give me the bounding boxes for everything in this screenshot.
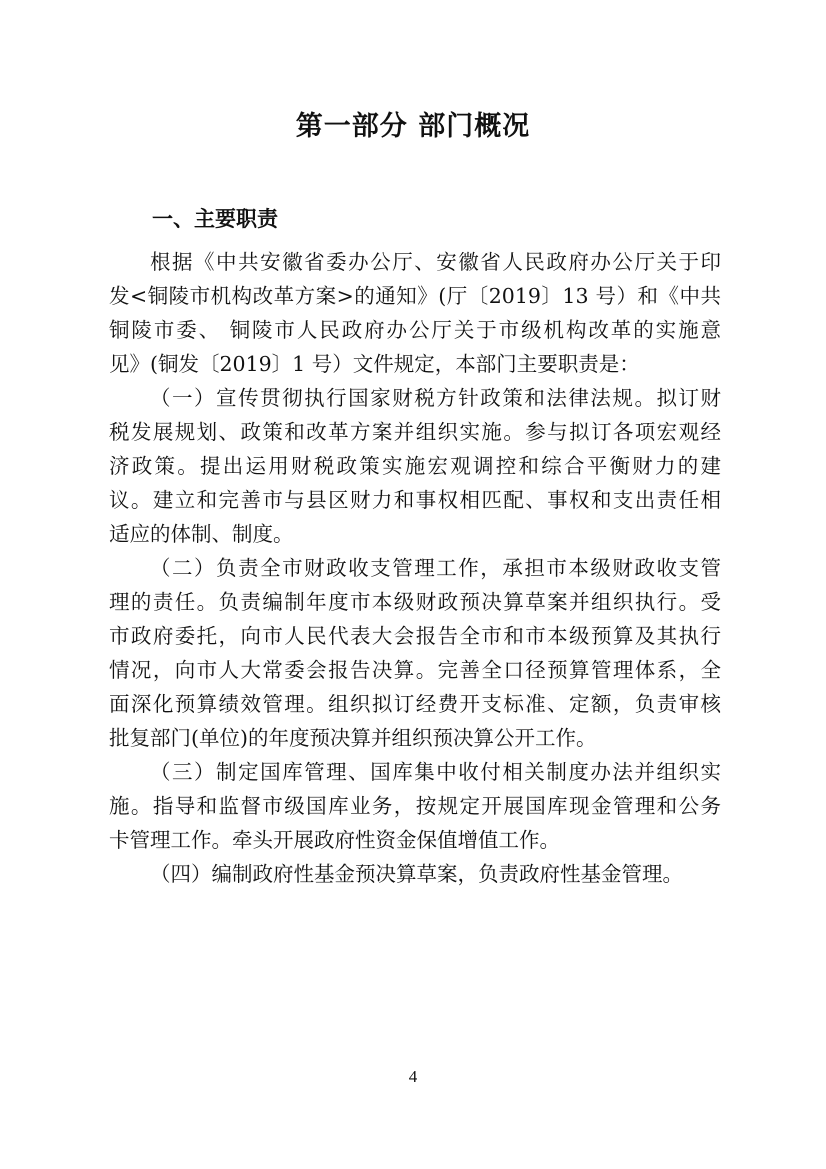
text-line: （二）负责全市财政收支管理工作，承担市本级财政收支管 (150, 556, 721, 580)
text-line: 面深化预算绩效管理。组织拟订经费开支标准、定额，负责审核 (109, 692, 721, 716)
paragraph (109, 551, 721, 755)
text-line: 施。指导和监督市级国库业务，按规定开展国库现金管理和公务 (109, 794, 721, 818)
text-line: 发<铜陵市机构改革方案>的通知》(厅〔2019〕13 号）和《中共 (109, 284, 721, 308)
paragraph (109, 857, 721, 891)
text-line: 情况，向市人大常委会报告决算。完善全口径预算管理体系，全 (109, 658, 721, 682)
text-line: 卡管理工作。牵头开展政府性资金保值增值工作。 (109, 828, 560, 852)
paragraph (109, 245, 721, 381)
text-line: 见》(铜发〔2019〕1 号）文件规定，本部门主要职责是： (109, 352, 640, 376)
text-line: 适应的体制、制度。 (109, 522, 294, 546)
text-line: 议。建立和完善市与县区财力和事权相匹配、事权和支出责任相 (109, 488, 721, 512)
paragraph (109, 755, 721, 857)
text-line: （一）宣传贯彻执行国家财税方针政策和法律法规。拟订财 (150, 386, 721, 410)
text-line: 批复部门(单位)的年度预决算并组织预决算公开工作。 (109, 726, 597, 750)
text-line: （四）编制政府性基金预决算草案，负责政府性基金管理。 (150, 862, 683, 886)
text-line: 济政策。提出运用财税政策实施宏观调控和综合平衡财力的建 (109, 454, 721, 478)
document-body (109, 245, 721, 891)
text-line: 税发展规划、政策和改革方案并组织实施。参与拟订各项宏观经 (109, 420, 721, 444)
text-line: 理的责任。负责编制年度市本级财政预决算草案并组织执行。受 (109, 590, 721, 614)
text-line: 市政府委托，向市人民代表大会报告全市和市本级预算及其执行 (109, 624, 721, 648)
text-line: 根据《中共安徽省委办公厅、安徽省人民政府办公厅关于印 (150, 250, 721, 274)
text-line: （三）制定国库管理、国库集中收付相关制度办法并组织实 (150, 760, 721, 784)
paragraph (109, 381, 721, 551)
text-line: 铜陵市委、 铜陵市人民政府办公厅关于市级机构改革的实施意 (109, 318, 721, 342)
page-number: 4 (408, 1067, 418, 1086)
section-heading: 一、主要职责 (152, 207, 278, 231)
page-title: 第一部分 部门概况 (295, 111, 531, 142)
